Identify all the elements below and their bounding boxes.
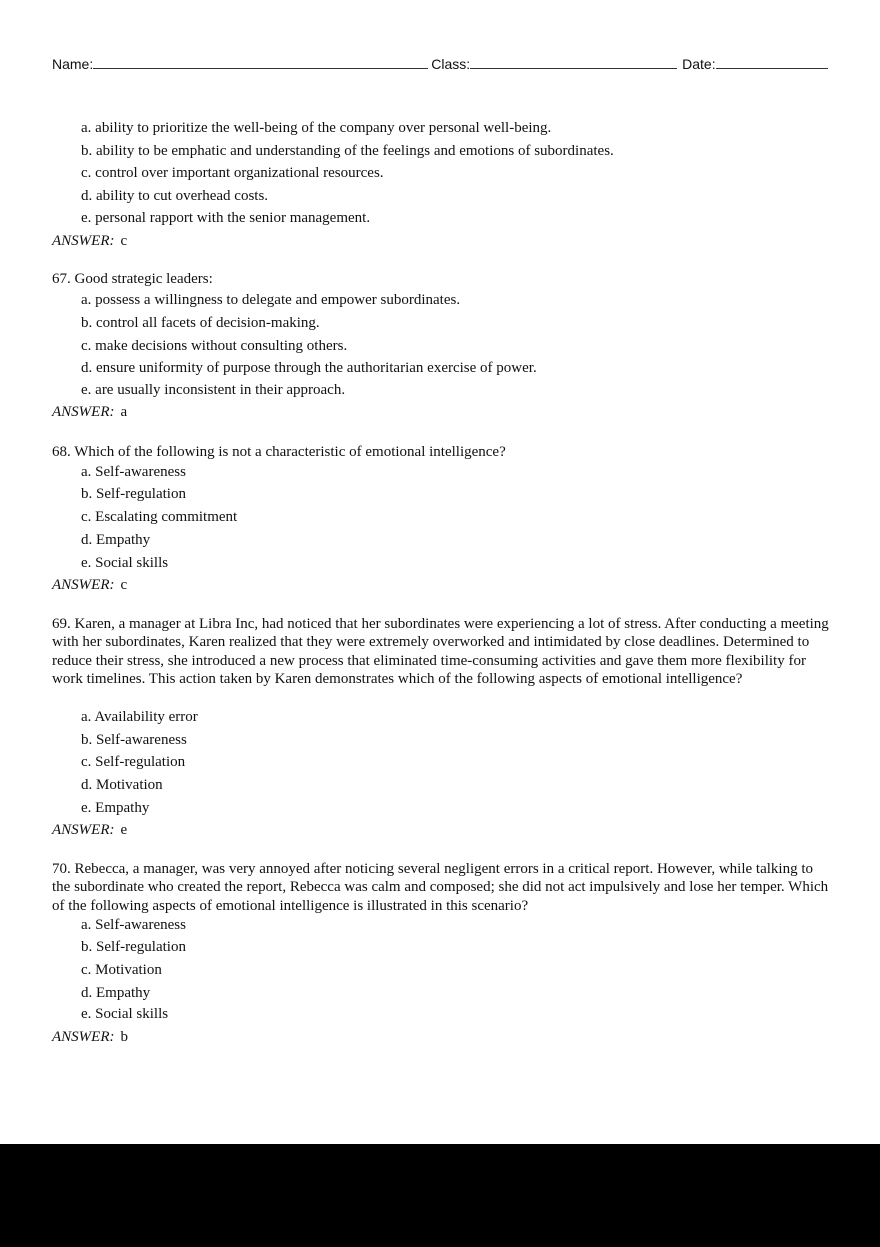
date-label: Date: [682, 56, 716, 72]
option-e: e. Social skills [81, 1006, 169, 1022]
date-blank-line [716, 54, 828, 69]
option-d: d. Empathy [81, 985, 151, 1001]
answer-label: ANSWER: [52, 233, 115, 249]
option-b: b. control all facets of decision-making. [81, 315, 320, 331]
option-a: a. possess a willingness to delegate and empower subordinates. [81, 292, 461, 308]
class-label: Class: [431, 56, 471, 72]
answer-value: b [120, 1029, 128, 1045]
answer-line [52, 577, 127, 594]
option-d: d. ensure uniformity of purpose through the authoritarian exercise of power. [81, 360, 537, 376]
answer-line [52, 822, 127, 839]
option-b: b. Self-regulation [81, 939, 186, 955]
answer-label: ANSWER: [52, 822, 115, 838]
black-bottom-band [0, 1144, 880, 1247]
option-a: a. Availability error [81, 709, 198, 725]
option-d: d. Motivation [81, 777, 163, 793]
option-e: e. are usually inconsistent in their approach. [81, 382, 346, 398]
answer-label: ANSWER: [52, 577, 115, 593]
option-d: d. Empathy [81, 532, 151, 548]
name-label: Name: [52, 56, 94, 72]
option-d: d. ability to cut overhead costs. [81, 188, 269, 204]
option-b: b. Self-regulation [81, 486, 186, 502]
option-a: a. ability to prioritize the well-being of the company over personal well-being. [81, 120, 552, 136]
option-b: b. ability to be emphatic and understanding of the feelings and emotions of subordinates. [81, 143, 614, 159]
option-c: c. control over important organizational resources. [81, 165, 384, 181]
answer-value: e [120, 822, 128, 838]
answer-value: a [120, 404, 128, 420]
answer-label: ANSWER: [52, 404, 115, 420]
name-blank-line [93, 54, 428, 69]
header-fields [52, 52, 829, 72]
question-stem: 67. Good strategic leaders: [52, 271, 213, 287]
question-stem: 70. Rebecca, a manager, was very annoyed after noticing several negligent errors in a critical report. However, while talking to the subordinate who created the report, Rebecca was calm and composed; she did not act impulsively and lose her temper. Which of the following aspects of emotional intelligence is illustrated in this scenario? [52, 861, 829, 914]
option-c: c. make decisions without consulting others. [81, 338, 348, 354]
option-b: b. Self-awareness [81, 732, 187, 748]
option-c: c. Escalating commitment [81, 509, 238, 525]
question-stem: 68. Which of the following is not a characteristic of emotional intelligence? [52, 444, 506, 460]
class-blank-line [470, 54, 677, 69]
option-a: a. Self-awareness [81, 917, 186, 933]
option-e: e. personal rapport with the senior management. [81, 210, 371, 226]
option-a: a. Self-awareness [81, 464, 186, 480]
option-e: e. Empathy [81, 800, 150, 816]
option-e: e. Social skills [81, 555, 169, 571]
question-stem: 69. Karen, a manager at Libra Inc, had noticed that her subordinates were experiencing a lot of stress. After conducting a meeting with her subordinates, Karen realized that they were extremely overworked and intimidated by close deadlines. Determined to reduce their stress, she introduced a new process that eliminated time-consuming activities and gave them more flexibility for work timelines. This action taken by Karen demonstrates which of the following aspects of emotional intelligence? [52, 616, 829, 688]
answer-line [52, 1029, 128, 1046]
option-c: c. Motivation [81, 962, 162, 978]
option-c: c. Self-regulation [81, 754, 186, 770]
answer-value: c [120, 233, 128, 249]
answer-line [52, 233, 127, 250]
answer-label: ANSWER: [52, 1029, 115, 1045]
answer-value: c [120, 577, 128, 593]
answer-line [52, 404, 127, 421]
